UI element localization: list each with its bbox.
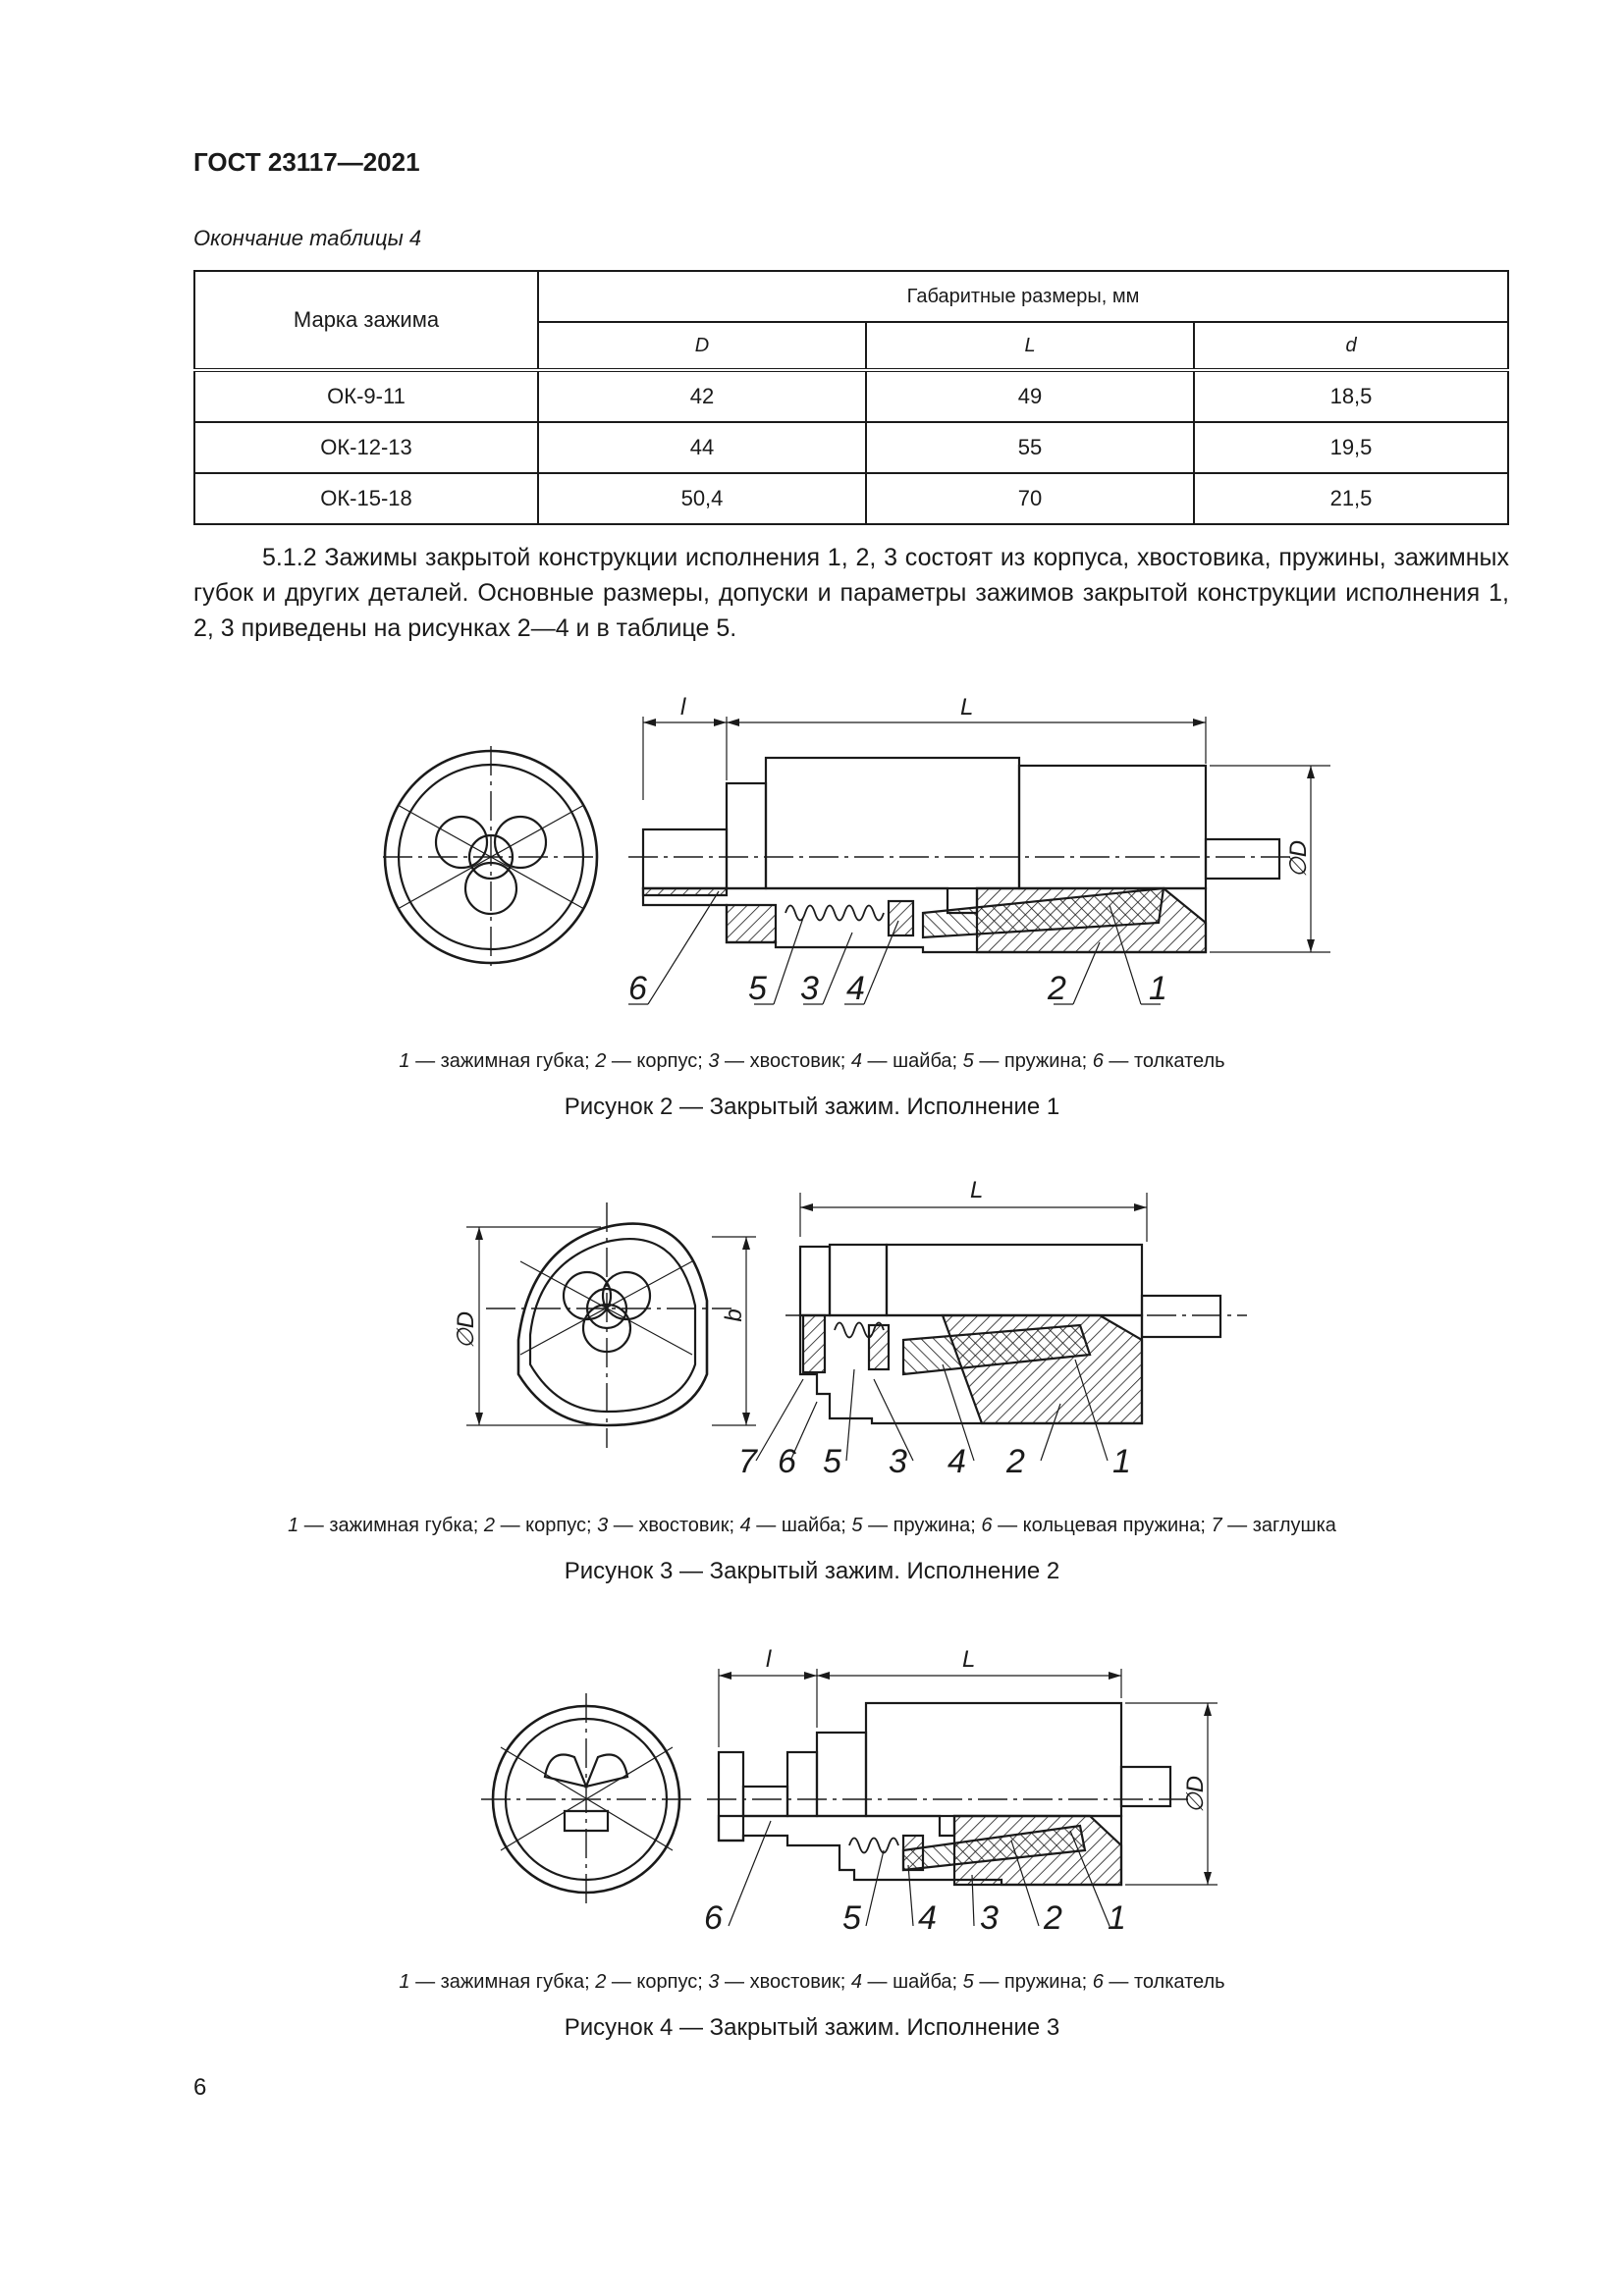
table-cell: 42 bbox=[538, 370, 866, 422]
table-cell: ОК-12-13 bbox=[194, 422, 538, 473]
legend-text: — кольцевая пружина; bbox=[992, 1515, 1212, 1536]
figure-2-caption: Рисунок 2 — Закрытый зажим. Исполнение 1 bbox=[564, 1094, 1060, 1120]
figure-4-legend bbox=[0, 1971, 1624, 1994]
callout-1: 1 bbox=[1108, 1899, 1126, 1937]
legend-text: — шайба; bbox=[861, 1050, 963, 1072]
legend-num: 3 bbox=[708, 1050, 720, 1072]
legend-num: 3 bbox=[597, 1515, 609, 1536]
table-cell: 19,5 bbox=[1194, 422, 1508, 473]
legend-text: — хвостовик; bbox=[608, 1515, 740, 1536]
col-group-header: Габаритные размеры, мм bbox=[538, 271, 1508, 322]
legend-text: — пружина; bbox=[973, 1971, 1093, 1993]
callout-6: 6 bbox=[778, 1443, 796, 1480]
callout-6: 6 bbox=[704, 1899, 723, 1937]
dim-b-label: b bbox=[721, 1308, 747, 1322]
legend-num: 1 bbox=[399, 1050, 410, 1072]
dimensions-table bbox=[193, 270, 1509, 525]
figure-3-caption: Рисунок 3 — Закрытый зажим. Исполнение 2 bbox=[564, 1558, 1060, 1584]
callout-3: 3 bbox=[889, 1443, 907, 1480]
legend-num: 2 bbox=[483, 1515, 496, 1536]
dim-D-label: ∅D bbox=[453, 1310, 479, 1350]
table-cell: ОК-15-18 bbox=[194, 473, 538, 524]
callout-1: 1 bbox=[1112, 1443, 1131, 1480]
legend-text: — зажимная губка; bbox=[409, 1971, 596, 1993]
callout-2: 2 bbox=[1044, 1899, 1062, 1937]
legend-num: 1 bbox=[399, 1971, 410, 1993]
legend-num: 5 bbox=[962, 1050, 974, 1072]
table-row bbox=[194, 370, 1508, 422]
legend-num: 6 bbox=[981, 1515, 993, 1536]
callout-2: 2 bbox=[1048, 970, 1066, 1007]
callout-2: 2 bbox=[1006, 1443, 1025, 1480]
legend-num: 4 bbox=[739, 1515, 751, 1536]
legend-text: — шайба; bbox=[750, 1515, 852, 1536]
figure-4-caption: Рисунок 4 — Закрытый зажим. Исполнение 3 bbox=[564, 2014, 1060, 2041]
callout-3: 3 bbox=[800, 970, 819, 1007]
table-cell: 50,4 bbox=[538, 473, 866, 524]
callout-7: 7 bbox=[738, 1443, 757, 1480]
document-header: ГОСТ 23117—2021 bbox=[193, 147, 420, 177]
table-row bbox=[194, 422, 1508, 473]
table-cell: 49 bbox=[866, 370, 1194, 422]
legend-num: 3 bbox=[708, 1971, 720, 1993]
table-cell: 18,5 bbox=[1194, 370, 1508, 422]
callout-4: 4 bbox=[846, 970, 865, 1007]
legend-num: 4 bbox=[850, 1971, 862, 1993]
legend-text: — зажимная губка; bbox=[298, 1515, 484, 1536]
dim-l-label: l bbox=[766, 1646, 772, 1673]
legend-text: — зажимная губка; bbox=[409, 1050, 596, 1072]
callout-3: 3 bbox=[980, 1899, 999, 1937]
dim-L-label: L bbox=[962, 1646, 976, 1673]
dim-D-label: ∅D bbox=[1285, 839, 1312, 879]
legend-text: — хвостовик; bbox=[719, 1050, 851, 1072]
page-number: 6 bbox=[193, 2074, 207, 2101]
legend-text: — толкатель bbox=[1103, 1050, 1225, 1072]
figure-4-drawing bbox=[0, 1639, 1624, 1953]
legend-text: — корпус; bbox=[606, 1050, 709, 1072]
table-cell: ОК-9-11 bbox=[194, 370, 538, 422]
table-cell: 70 bbox=[866, 473, 1194, 524]
table-cell: 21,5 bbox=[1194, 473, 1508, 524]
callout-5: 5 bbox=[748, 970, 767, 1007]
legend-num: 4 bbox=[850, 1050, 862, 1072]
table-caption: Окончание таблицы 4 bbox=[193, 226, 422, 250]
legend-num: 2 bbox=[595, 1050, 607, 1072]
callout-6: 6 bbox=[628, 970, 647, 1007]
legend-num: 5 bbox=[851, 1515, 863, 1536]
callout-5: 5 bbox=[842, 1899, 861, 1937]
callout-5: 5 bbox=[823, 1443, 841, 1480]
table-cell: 55 bbox=[866, 422, 1194, 473]
callout-4: 4 bbox=[918, 1899, 937, 1937]
callout-4: 4 bbox=[947, 1443, 966, 1480]
body-paragraph: 5.1.2 Зажимы закрытой конструкции исполнения 1, 2, 3 состоят из корпуса, хвостовика, пружины, зажимных губок и других деталей. Основные размеры, допуски и параметры зажимов закрытой конструкции исполнения 1, 2, 3 приведены на рисунках 2—4 и в таблице 5. bbox=[193, 544, 1509, 642]
table-row bbox=[194, 473, 1508, 524]
dim-D-label: ∅D bbox=[1182, 1775, 1209, 1814]
legend-num: 6 bbox=[1092, 1050, 1104, 1072]
col-D-header: D bbox=[538, 322, 866, 370]
legend-text: — толкатель bbox=[1103, 1971, 1225, 1993]
legend-text: — корпус; bbox=[606, 1971, 709, 1993]
dim-L-label: L bbox=[960, 694, 974, 721]
legend-text: — пружина; bbox=[862, 1515, 982, 1536]
legend-text: — хвостовик; bbox=[719, 1971, 851, 1993]
col-d-header: d bbox=[1194, 322, 1508, 370]
col-L-header: L bbox=[866, 322, 1194, 370]
figure-2-drawing bbox=[0, 677, 1624, 1041]
table-cell: 44 bbox=[538, 422, 866, 473]
legend-num: 6 bbox=[1092, 1971, 1104, 1993]
legend-text: — корпус; bbox=[495, 1515, 598, 1536]
dim-L-label: L bbox=[970, 1177, 984, 1203]
legend-text: — пружина; bbox=[973, 1050, 1093, 1072]
col-brand-header: Марка зажима bbox=[194, 271, 538, 370]
figure-3-legend bbox=[0, 1515, 1624, 1537]
legend-text: — шайба; bbox=[861, 1971, 963, 1993]
figure-2-legend bbox=[0, 1050, 1624, 1073]
figure-3-drawing bbox=[0, 1168, 1624, 1492]
legend-num: 1 bbox=[288, 1515, 299, 1536]
legend-num: 7 bbox=[1211, 1515, 1222, 1536]
callout-1: 1 bbox=[1149, 970, 1167, 1007]
legend-num: 2 bbox=[595, 1971, 607, 1993]
legend-num: 5 bbox=[962, 1971, 974, 1993]
legend-text: — заглушка bbox=[1221, 1515, 1336, 1536]
dim-l-label: l bbox=[680, 694, 686, 721]
